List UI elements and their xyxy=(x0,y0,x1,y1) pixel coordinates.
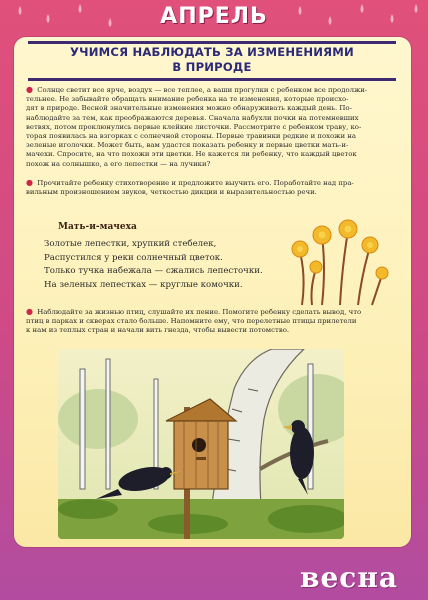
poem xyxy=(44,238,263,292)
birdhouse-starlings-illustration xyxy=(58,349,344,539)
poem-line: Распустился у реки солнечный цветок. xyxy=(44,252,223,263)
paragraph-line: тельнее. Не забывайте обращать внимание ребенка на те изменения, которые происхо- xyxy=(26,95,349,104)
season-label: весна xyxy=(300,561,398,594)
title-rule-bottom xyxy=(28,78,396,81)
title-rule-top xyxy=(28,41,396,44)
section-title-line-1: УЧИМСЯ НАБЛЮДАТЬ ЗА ИЗМЕНЕНИЯМИ xyxy=(70,45,354,59)
paragraph-line: наблюдайте за тем, как преображаются деревья. Сначала набухли почки на потемневших xyxy=(26,113,359,122)
month-title: АПРЕЛЬ xyxy=(160,4,268,29)
paragraph-spring-changes xyxy=(26,85,398,169)
paragraph-line: Солнце светит все ярче, воздух — все теплее, а ваши прогулки с ребенком все продолжи- xyxy=(37,86,368,94)
paragraph-line: вильным произношением звуков, четкостью дикции и выразительностью речи. xyxy=(26,188,317,197)
paragraph-line: Прочитайте ребенку стихотворение и предложите выучить его. Поработайте над пра- xyxy=(37,179,354,187)
paragraph-birds xyxy=(26,307,398,336)
poem-title: Мать-и-мачеха xyxy=(58,222,137,232)
coltsfoot-flowers-illustration xyxy=(282,207,394,307)
bullet-icon: ● xyxy=(26,307,33,316)
paragraph-line: ветвях, потом проклюнулись первые клейкие листочки. Рассмотрите с ребенком траву, ко- xyxy=(26,122,362,131)
bullet-icon: ● xyxy=(26,85,33,94)
paragraph-line: торая появилась на взгорках с солнечной стороны. Первые травинки редкие и похожи на xyxy=(26,132,356,141)
bullet-icon: ● xyxy=(26,178,33,187)
paragraph-line: мачехи. Спросите, на что похожи эти цветки. Не кажется ли ребенку, что каждый цветок xyxy=(26,150,357,159)
page-header xyxy=(0,0,428,36)
paragraph-line: к нам из теплых стран и начали вить гнезда, чтобы вывести потомство. xyxy=(26,326,290,335)
poem-line: На зеленых лепестках — круглые комочки. xyxy=(44,279,243,290)
section-title xyxy=(28,45,396,75)
section-title-line-2: В ПРИРОДЕ xyxy=(172,60,252,74)
paragraph-line: дят в природе. Весной значительные изменения можно обнаруживать каждый день. По- xyxy=(26,104,352,113)
paragraph-read-poem xyxy=(26,178,398,197)
paragraph-line: зеленые иголочки. Может быть, вам удастся показать ребенку и первые цветки мать-и- xyxy=(26,141,349,150)
content-card xyxy=(14,37,411,547)
paragraph-line: Наблюдайте за жизнью птиц, слушайте их пение. Помогите ребенку сделать вывод, что xyxy=(37,308,362,316)
paragraph-line: птиц в парках и скверах стало больше. Напомните ему, что перелетные птицы прилетели xyxy=(26,317,357,326)
paragraph-line: похож на солнышко, а его лепестки — на лучики? xyxy=(26,159,211,168)
poem-line: Только тучка набежала — сжались лепесточки. xyxy=(44,266,263,276)
poem-line: Золотые лепестки, хрупкий стебелек, xyxy=(44,239,217,249)
